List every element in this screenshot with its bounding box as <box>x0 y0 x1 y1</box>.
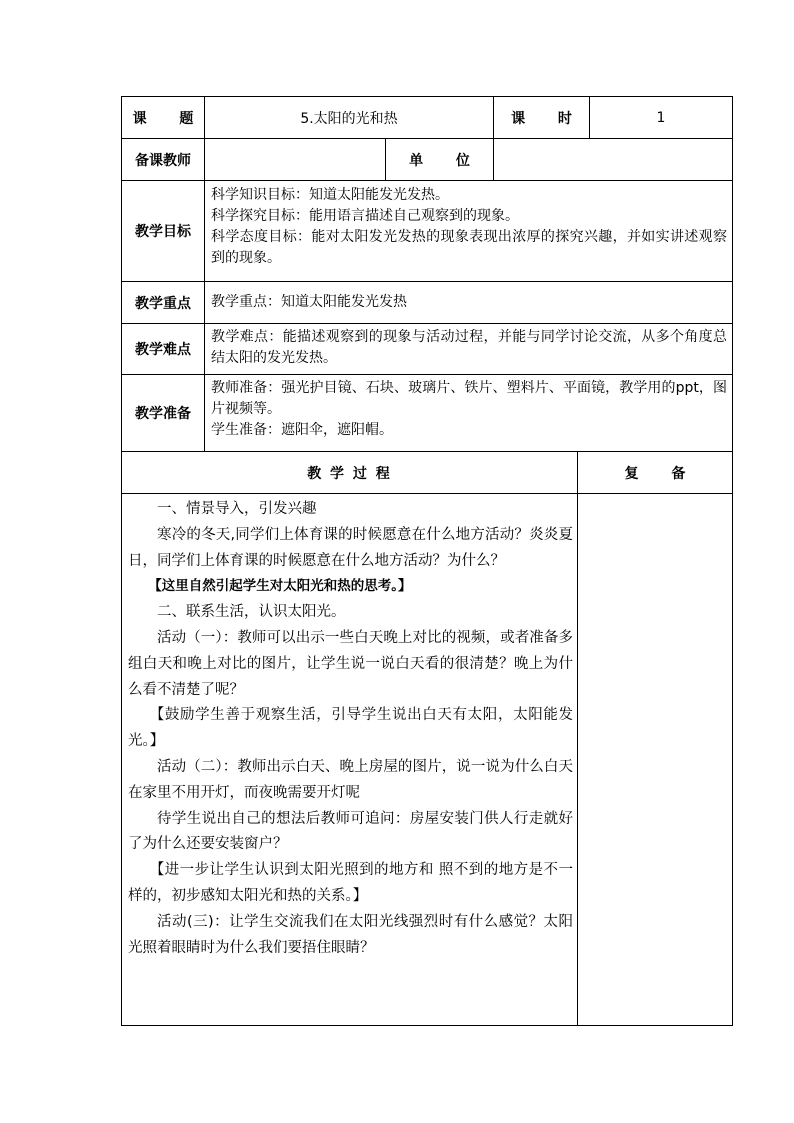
lesson-plan-table <box>121 96 733 1026</box>
difficulties-label-cell <box>122 324 205 374</box>
preparation-content <box>205 375 732 451</box>
preparation-label: 教学准备 <box>135 406 191 422</box>
row-preparation <box>122 375 732 452</box>
process-note: 【这里自然引起学生对太阳光和热的思考。】 <box>148 578 412 595</box>
process-content <box>122 494 578 1025</box>
process-activity-1: 活动（一）：教师可以出示一些白天晚上对比的视频，或者准备多组白天和晚上对比的图片，让学生说一说白天看的很清楚？晚上为什么看不清楚了呢？ <box>128 629 573 698</box>
review-header: 复 备 <box>624 465 700 482</box>
process-paragraph: 寒冷的冬天,同学们上体育课的时候愿意在什么地方活动？炎炎夏日，同学们上体育课的时候愿意在什么地方活动？为什么？ <box>128 526 573 569</box>
lesson-value: 5.太阳的光和热 <box>300 110 398 127</box>
process-paragraph: 待学生说出自己的想法后教师可追问：房屋安装门供人行走就好了为什么还要安装窗户？ <box>128 810 573 853</box>
teacher-label: 备课教师 <box>135 152 191 169</box>
row-difficulties <box>122 324 732 375</box>
review-header-cell <box>578 452 732 493</box>
preparation-label-cell <box>122 375 205 451</box>
teacher-value-cell <box>205 139 386 180</box>
goals-label: 教学目标 <box>135 224 191 240</box>
goal-attitude: 科学态度目标：能对太阳发光发热的现象表现出浓厚的探究兴趣，并如实讲述观察到的现象。 <box>211 229 727 266</box>
process-note: 【鼓励学生善于观察生活，引导学生说出白天有太阳，太阳能发光。】 <box>128 707 573 750</box>
difficulties-label: 教学难点 <box>135 342 191 358</box>
teacher-label-cell <box>122 139 205 180</box>
preparation-teacher: 教师准备：强光护目镜、石块、玻璃片、铁片、塑料片、平面镜，教学用的ppt，图片视频等。 <box>211 380 727 417</box>
review-content <box>578 494 732 1025</box>
period-label: 课 时 <box>511 110 586 127</box>
goals-label-cell <box>122 181 205 281</box>
period-value: 1 <box>656 109 666 126</box>
goals-content <box>205 181 732 281</box>
period-value-cell <box>590 97 732 138</box>
process-header-cell <box>122 452 578 493</box>
row-process-content <box>122 494 732 1025</box>
process-activity-3: 活动(三)：让学生交流我们在太阳光线强烈时有什么感觉？太阳光照着眼睛时为什么我们要捂住眼睛？ <box>128 913 573 956</box>
row-key-points <box>122 282 732 324</box>
process-note: 【进一步让学生认识到太阳光照到的地方和 照不到的地方是不一样的，初步感知太阳光和热的关系。】 <box>128 862 573 904</box>
difficulties-content <box>205 324 732 374</box>
key-points-label-cell <box>122 282 205 323</box>
unit-label-cell <box>386 139 494 180</box>
process-section-life: 二、联系生活，认识太阳光。 <box>157 604 346 621</box>
lesson-value-cell <box>205 97 494 138</box>
unit-label: 单 位 <box>409 152 484 169</box>
preparation-student: 学生准备：遮阳伞，遮阳帽。 <box>211 422 393 438</box>
key-points-text: 教学重点：知道太阳能发光发热 <box>211 294 407 310</box>
lesson-label: 课 题 <box>132 110 208 127</box>
row-goals <box>122 181 732 282</box>
process-section-intro: 一、情景导入，引发兴趣 <box>157 501 317 517</box>
key-points-content <box>205 282 732 323</box>
process-activity-2: 活动（二）：教师出示白天、晚上房屋的图片，说一说为什么白天在家里不用开灯，而夜晚需要开灯呢 <box>128 758 573 801</box>
goal-knowledge: 科学知识目标：知道太阳能发光发热。 <box>211 187 449 203</box>
difficulties-text: 教学难点：能描述观察到的现象与活动过程，并能与同学讨论交流，从多个角度总结太阳的发光发热。 <box>211 329 727 366</box>
goal-inquiry: 科学探究目标：能用语言描述自己观察到的现象。 <box>211 208 519 224</box>
row-process-header <box>122 452 732 494</box>
unit-value-cell <box>494 139 732 180</box>
process-header: 教 学 过 程 <box>307 465 392 482</box>
row-teacher <box>122 139 732 181</box>
row-lesson-title <box>122 97 732 139</box>
key-points-label: 教学重点 <box>135 295 191 312</box>
lesson-label-cell <box>122 97 208 138</box>
period-label-cell <box>494 97 590 138</box>
